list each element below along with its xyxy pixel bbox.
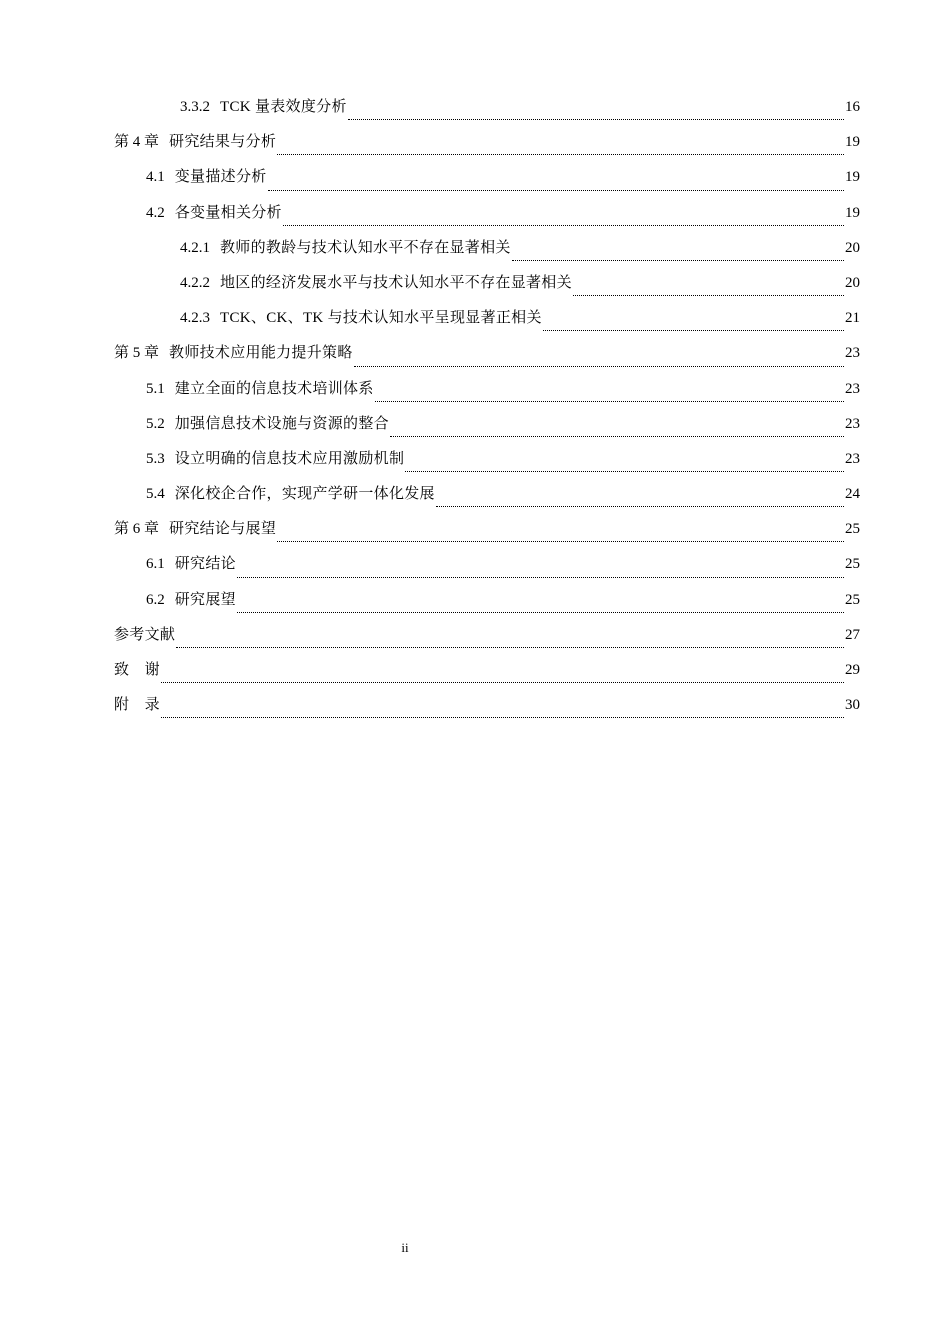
toc-entry-number: 第 5 章 (114, 345, 160, 362)
toc-entry-page: 29 (845, 662, 860, 678)
toc-entry[interactable] (114, 623, 860, 658)
toc-dot-leader (237, 576, 844, 578)
toc-dot-leader (375, 400, 844, 402)
toc-entry-title: 地区的经济发展水平与技术认知水平不存在显著相关 (220, 274, 572, 291)
toc-entry-title: 加强信息技术设施与资源的整合 (174, 415, 389, 432)
toc-dot-leader (512, 259, 844, 261)
toc-entry[interactable] (114, 588, 860, 623)
toc-dot-leader (348, 118, 844, 120)
toc-entry-number: 3.3.2 (180, 99, 210, 115)
toc-entry-page: 23 (845, 345, 860, 362)
toc-entry-title: 深化校企合作，实现产学研一体化发展 (174, 486, 435, 503)
toc-entry[interactable] (114, 341, 860, 376)
toc-entry-number: 6.2 (146, 591, 165, 608)
toc-entry-page: 25 (845, 556, 860, 573)
page-number: ii (401, 1240, 409, 1255)
toc-entry-page: 20 (845, 239, 860, 256)
toc-entry[interactable] (114, 412, 860, 447)
toc-dot-leader (405, 470, 844, 472)
toc-entry-title: 各变量相关分析 (174, 204, 282, 221)
toc-dot-leader (390, 435, 844, 437)
toc-entry-page: 16 (845, 99, 860, 115)
toc-entry-number: 4.2.2 (180, 274, 210, 291)
toc-entry-title: 教师技术应用能力提升策略 (169, 345, 353, 362)
toc-entry-number: 5.3 (146, 450, 165, 467)
toc-entry[interactable] (114, 201, 860, 236)
toc-entry[interactable] (114, 130, 860, 165)
toc-entry-page: 20 (845, 274, 860, 291)
toc-entry-page: 27 (845, 626, 860, 643)
toc-entry-list (114, 95, 860, 728)
toc-dot-leader (436, 505, 844, 507)
toc-entry-page: 21 (845, 310, 860, 327)
toc-entry[interactable] (114, 658, 860, 693)
toc-entry[interactable] (114, 482, 860, 517)
toc-entry-title: 附 录 (114, 697, 160, 714)
toc-dot-leader (268, 189, 844, 191)
toc-entry-number: 5.1 (146, 380, 165, 397)
toc-dot-leader (277, 540, 844, 542)
toc-entry-title: 研究展望 (174, 591, 236, 608)
toc-entry-title: 设立明确的信息技术应用激励机制 (174, 450, 405, 467)
toc-entry[interactable] (114, 271, 860, 306)
toc-entry-page: 19 (845, 169, 860, 186)
toc-dot-leader (543, 329, 844, 331)
toc-entry-number: 4.2.1 (180, 239, 210, 256)
toc-entry-title: 研究结果与分析 (169, 134, 277, 151)
toc-entry-number: 4.2.3 (180, 310, 210, 327)
toc-dot-leader (573, 294, 844, 296)
toc-entry-number: 4.2 (146, 204, 165, 221)
toc-entry[interactable] (114, 165, 860, 200)
toc-entry-title: TCK 量表效度分析 (220, 99, 347, 115)
toc-dot-leader (161, 716, 844, 718)
toc-entry[interactable] (114, 447, 860, 482)
toc-dot-leader (354, 365, 844, 367)
toc-entry-number: 4.1 (146, 169, 165, 186)
toc-entry[interactable] (114, 236, 860, 271)
toc-dot-leader (283, 224, 844, 226)
toc-entry[interactable] (114, 517, 860, 552)
toc-entry[interactable] (114, 306, 860, 341)
toc-entry[interactable] (114, 693, 860, 728)
table-of-contents (114, 95, 860, 728)
toc-entry-title: 变量描述分析 (174, 169, 267, 186)
toc-entry-page: 23 (845, 450, 860, 467)
toc-dot-leader (161, 681, 844, 683)
toc-entry-number: 第 4 章 (114, 134, 160, 151)
toc-entry-title: 研究结论 (174, 556, 236, 573)
toc-entry-page: 23 (845, 415, 860, 432)
toc-entry-number: 第 6 章 (114, 521, 160, 538)
toc-entry-number: 5.4 (146, 486, 165, 503)
toc-dot-leader (176, 646, 844, 648)
toc-entry-number: 6.1 (146, 556, 165, 573)
toc-entry[interactable] (114, 377, 860, 412)
toc-entry-title: 研究结论与展望 (169, 521, 277, 538)
toc-entry[interactable] (114, 95, 860, 130)
toc-dot-leader (277, 153, 844, 155)
toc-dot-leader (237, 611, 844, 613)
toc-entry-page: 19 (845, 134, 860, 151)
toc-entry[interactable] (114, 552, 860, 587)
toc-entry-number: 5.2 (146, 415, 165, 432)
toc-entry-title: 教师的教龄与技术认知水平不存在显著相关 (220, 239, 511, 256)
toc-entry-page: 25 (845, 591, 860, 608)
toc-entry-page: 23 (845, 380, 860, 397)
toc-entry-title: 建立全面的信息技术培训体系 (174, 380, 374, 397)
toc-entry-title: 参考文献 (114, 626, 176, 643)
toc-entry-page: 25 (845, 521, 860, 538)
toc-entry-page: 19 (845, 204, 860, 221)
toc-entry-page: 30 (845, 697, 860, 714)
toc-entry-title: 致 谢 (114, 662, 160, 678)
toc-entry-title: TCK、CK、TK 与技术认知水平呈现显著正相关 (220, 310, 542, 327)
toc-entry-page: 24 (845, 486, 860, 503)
